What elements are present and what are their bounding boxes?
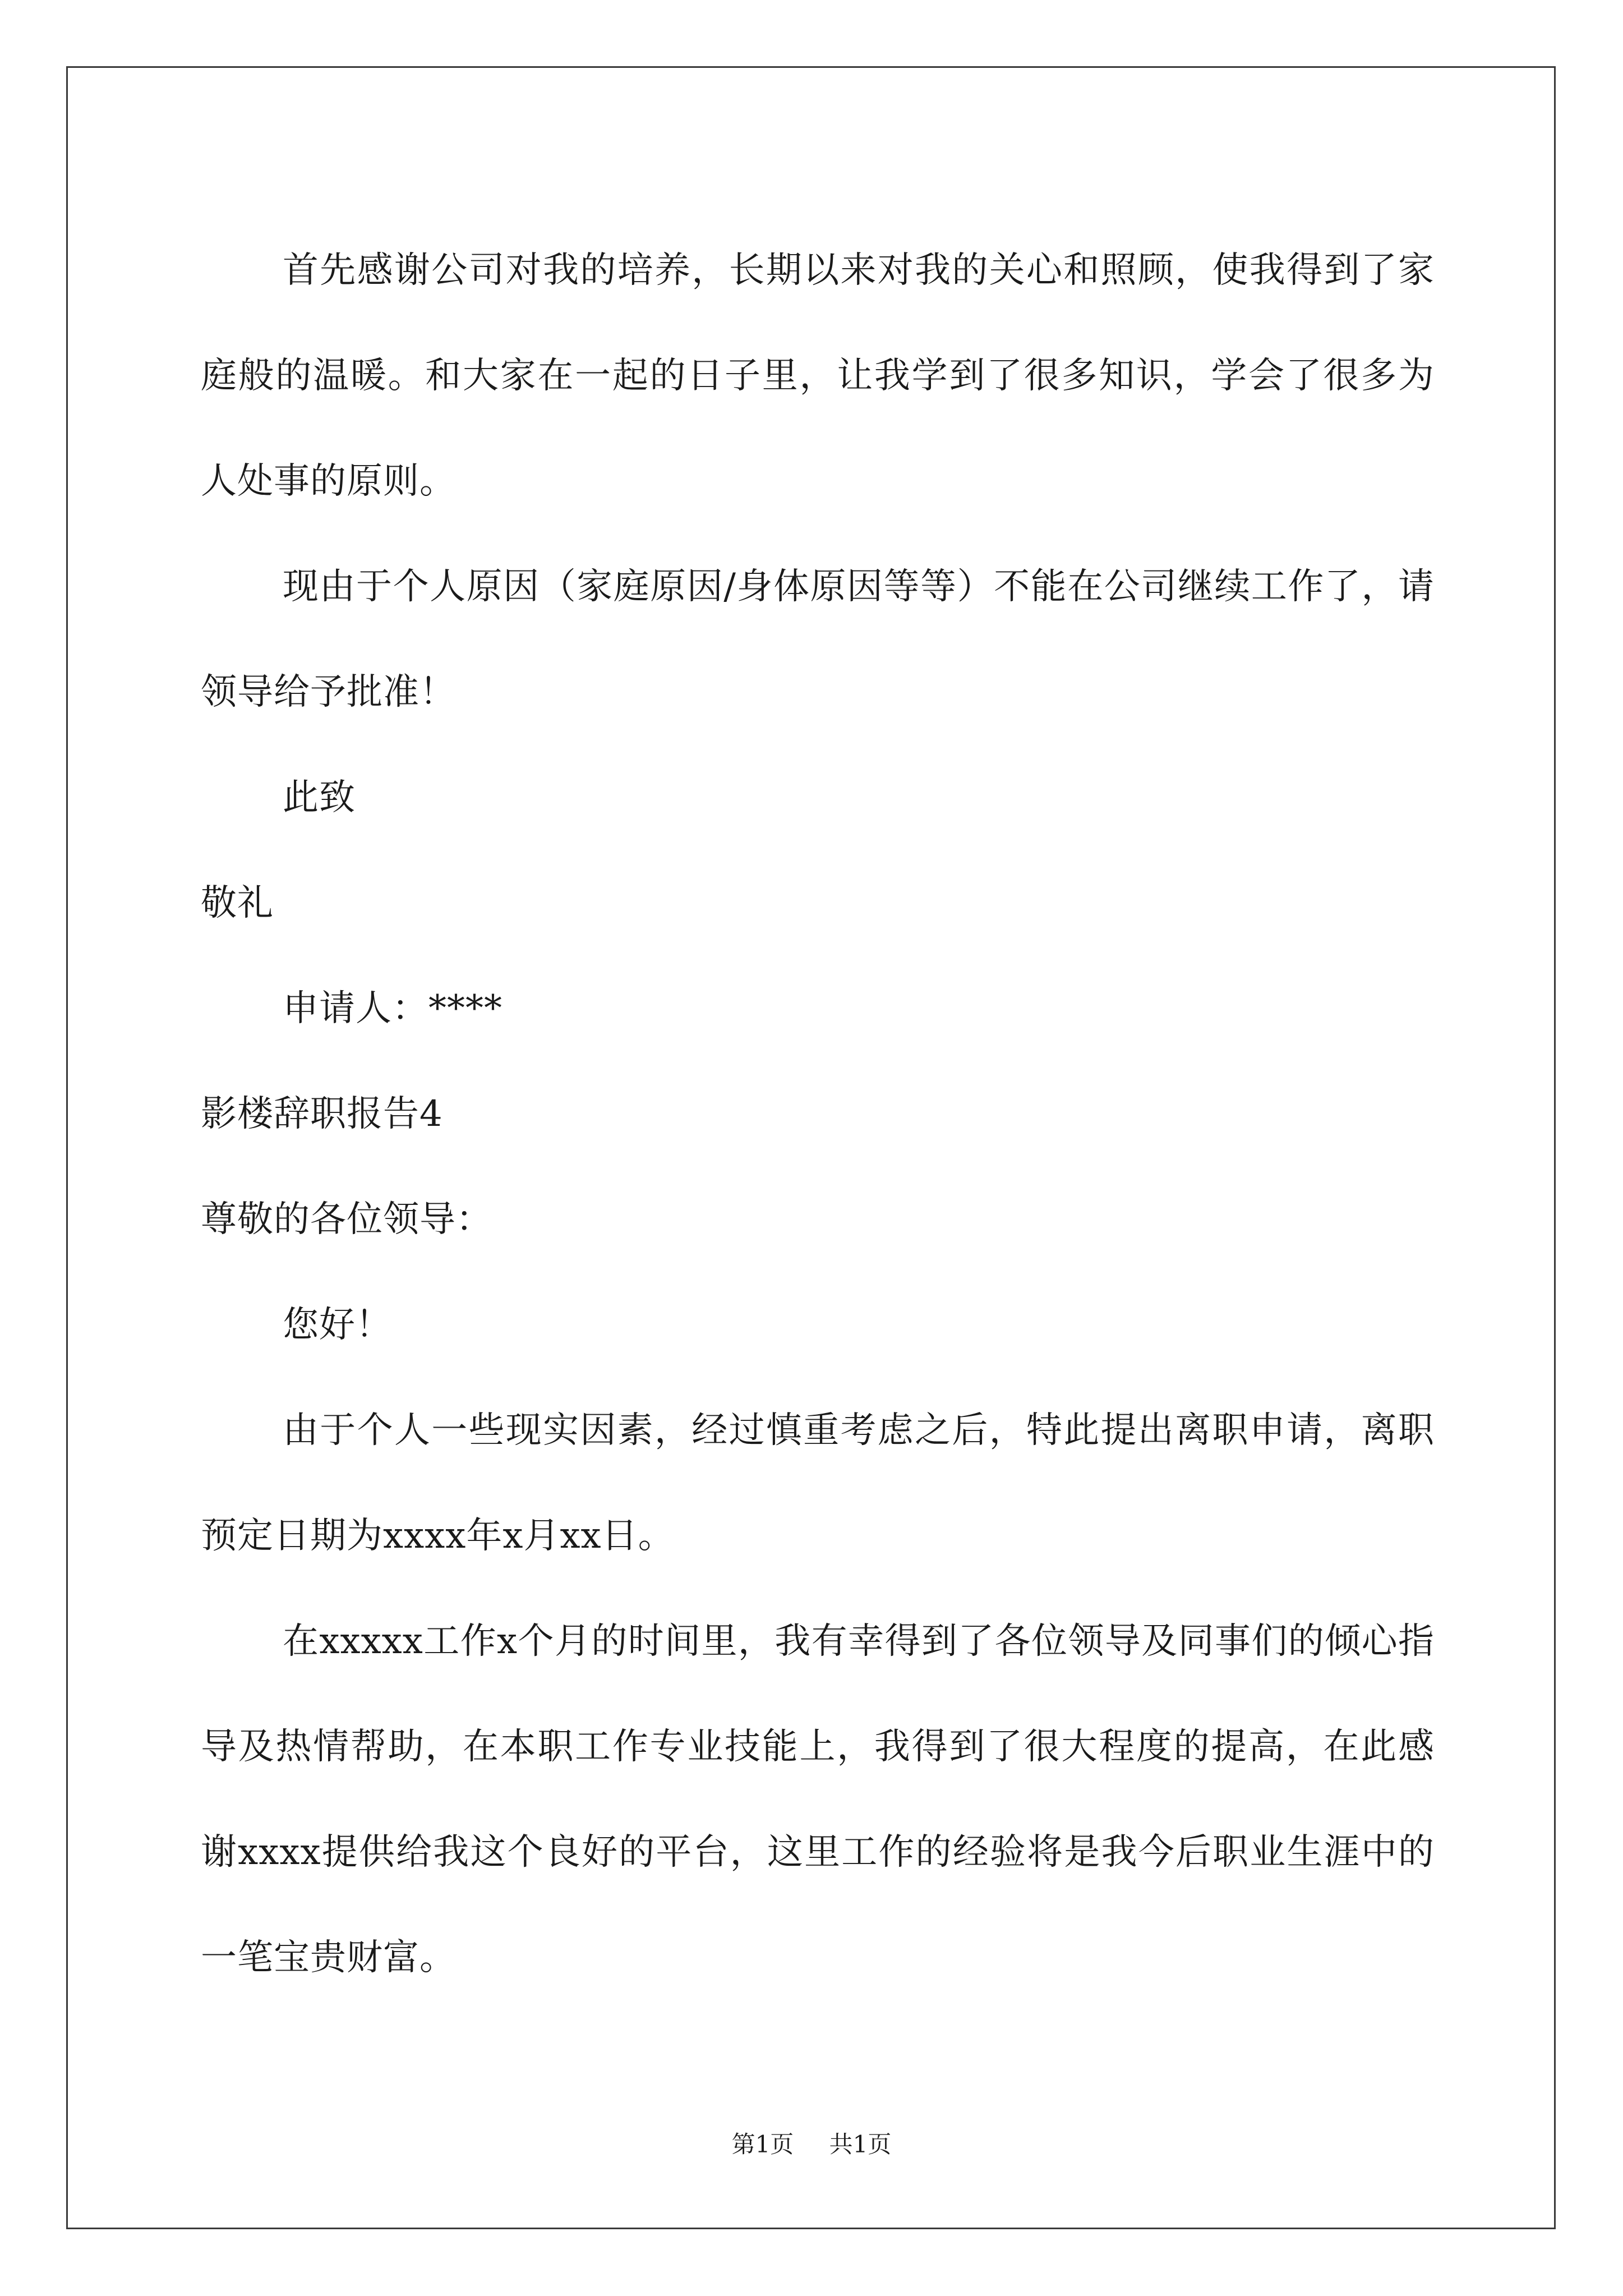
document-body [201, 218, 1435, 2010]
paragraph-resignation-date: 由于个人一些现实因素，经过慎重考虑之后，特此提出离职申请，离职预定日期为xxxx年x月xx日。 [201, 1410, 1435, 1557]
greeting-recipient: 尊敬的各位领导： [201, 1199, 492, 1240]
greeting-hello: 您好！ [283, 1304, 392, 1346]
closing-regards: 敬礼 [201, 882, 274, 924]
section-title: 影楼辞职报告4 [201, 1093, 443, 1135]
page-number-current: 第1页 [731, 2131, 794, 2158]
closing-salutation: 此致 [283, 777, 356, 818]
applicant-signature: 申请人：**** [283, 988, 502, 1029]
paragraph-resignation-reason: 现由于个人原因（家庭原因/身体原因等等）不能在公司继续工作了，请领导给予批准！ [201, 566, 1435, 713]
page-footer [0, 2126, 1623, 2160]
paragraph-gratitude: 首先感谢公司对我的培养，长期以来对我的关心和照顾，使我得到了家庭般的温暖。和大家在一起的日子里，让我学到了很多知识，学会了很多为人处事的原则。 [201, 250, 1435, 502]
paragraph-appreciation: 在xxxxx工作x个月的时间里，我有幸得到了各位领导及同事们的倾心指导及热情帮助，在本职工作专业技能上，我得到了很大程度的提高，在此感谢xxxx提供给我这个良好的平台，这里工作的经验将是我今后职业生涯中的一笔宝贵财富。 [201, 1621, 1435, 1978]
page-number-total: 共1页 [829, 2131, 892, 2158]
